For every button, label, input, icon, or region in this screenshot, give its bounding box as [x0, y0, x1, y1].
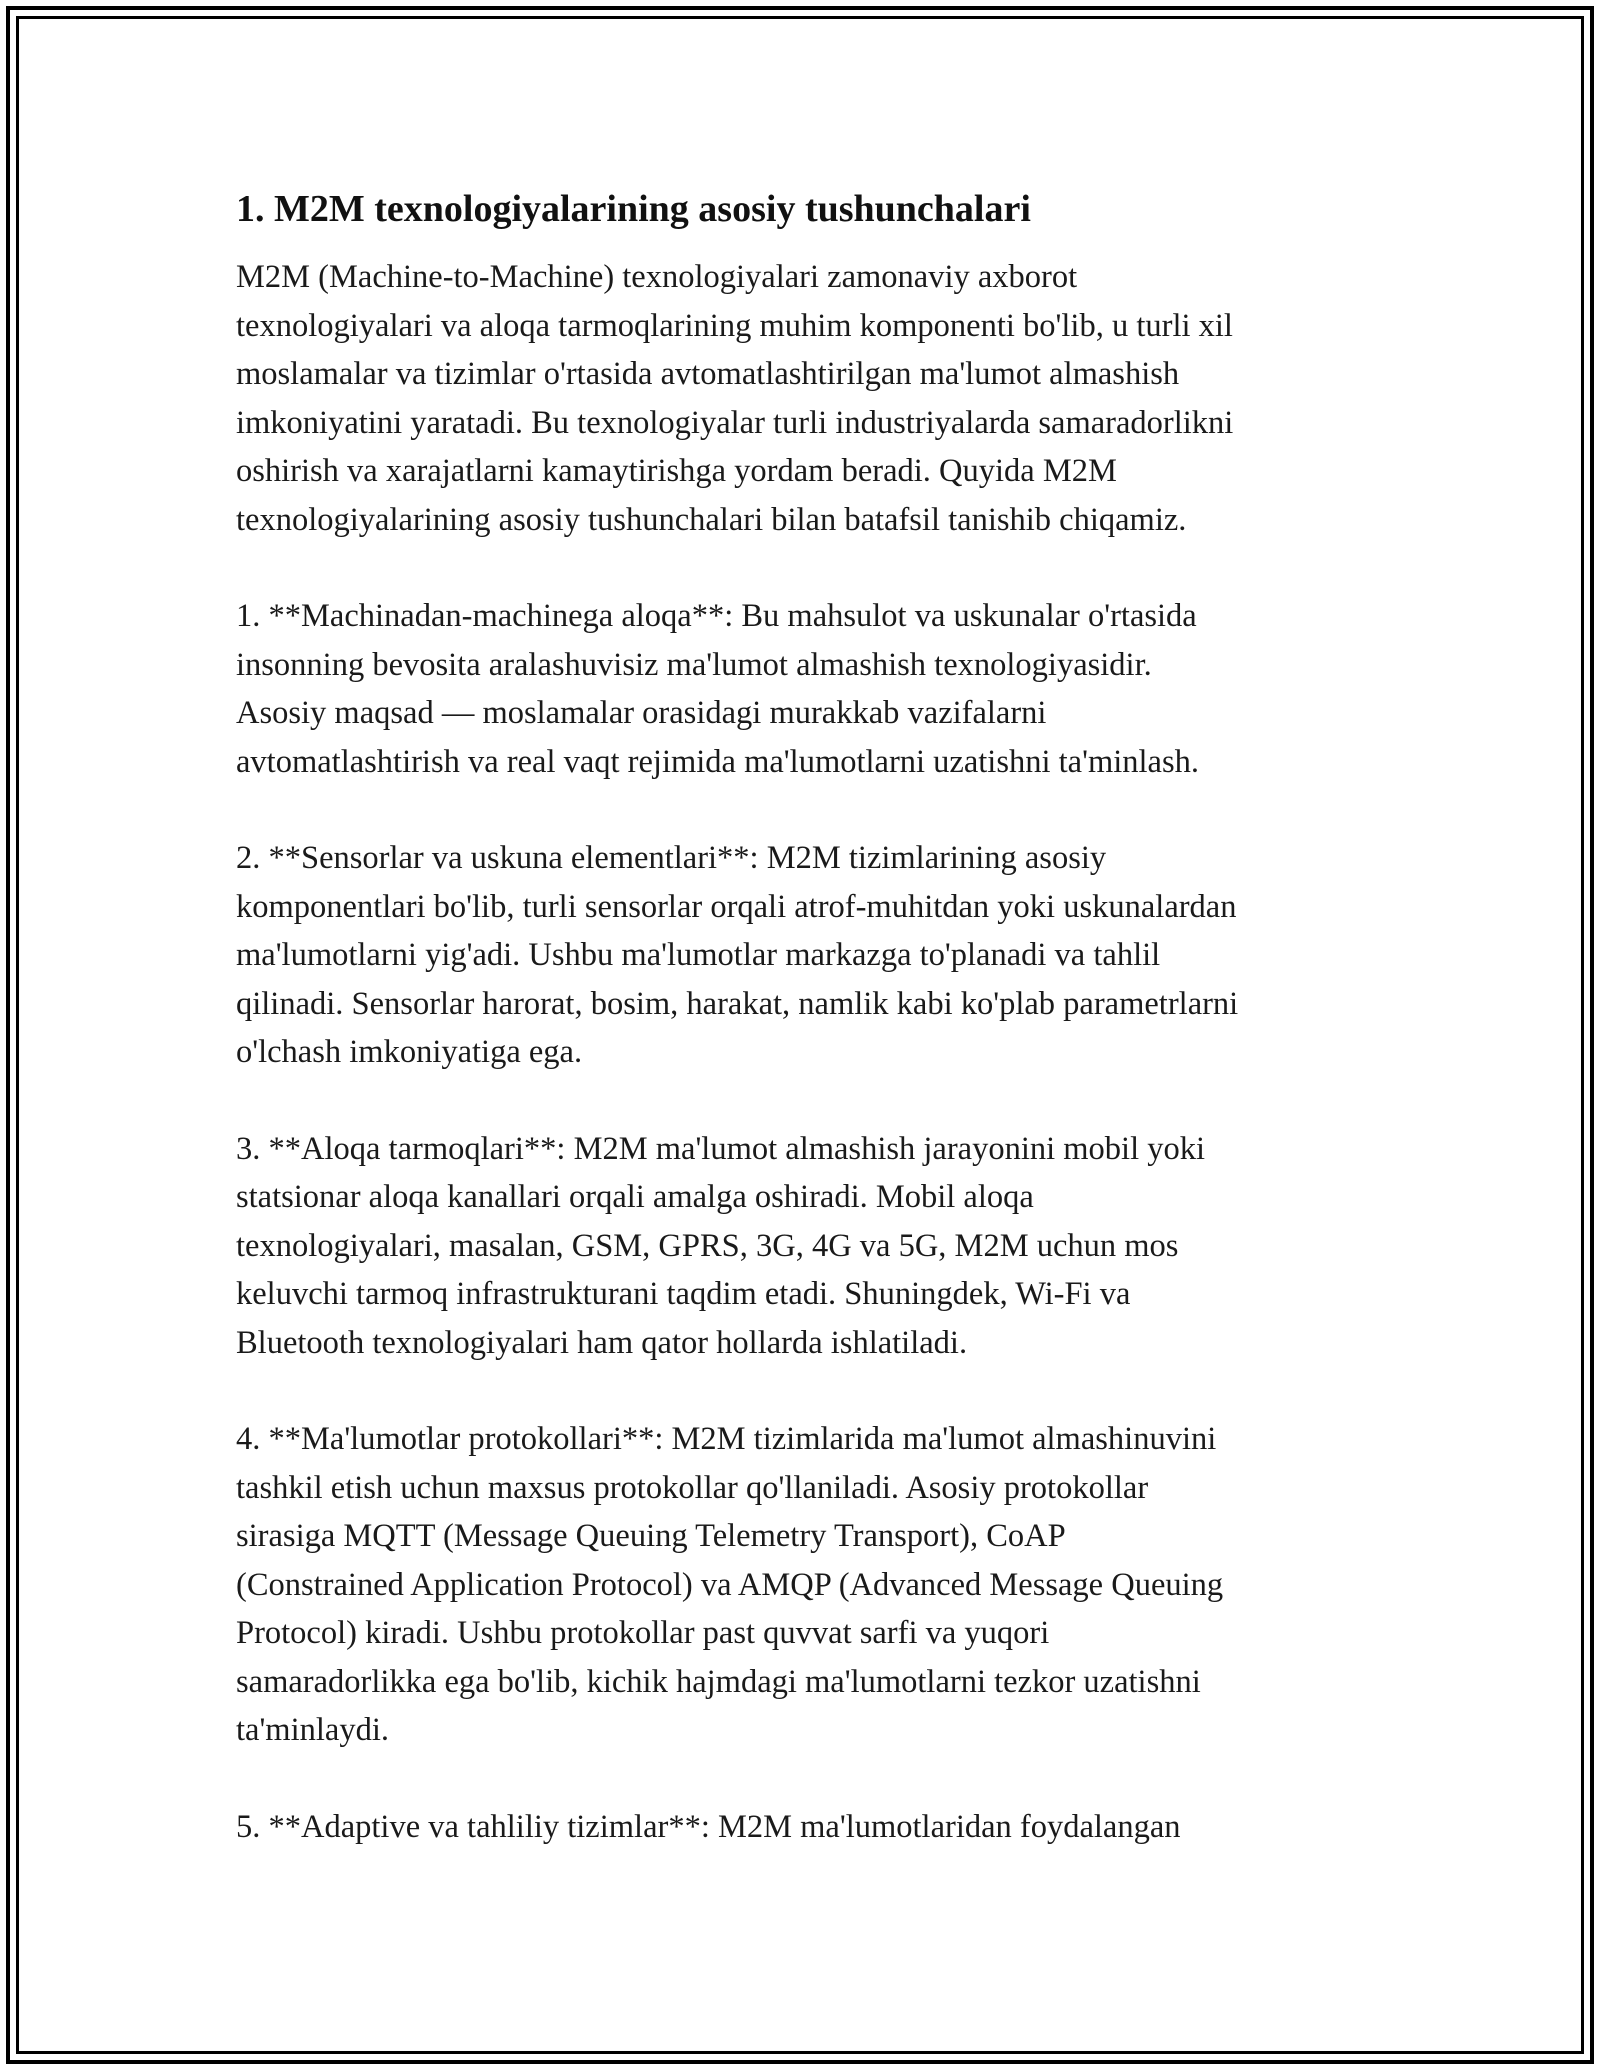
document-body	[236, 185, 1376, 1899]
list-item-adaptive-systems: 5. **Adaptive va tahliliy tizimlar**: M2M ma'lumotlaridan foydalangan	[236, 1808, 1181, 1845]
list-item-sensors: 2. **Sensorlar va uskuna elementlari**: M2M tizimlarining asosiy komponentlari bo'lib, turli sensorlar orqali atrof-muhitdan yoki uskunalardan ma'lumotlarni yig'adi. Ushbu ma'lumotlar markazga to'planadi va tahlil qilinadi. Sensorlar harorat, bosim, harakat, namlik kabi ko'plab parametrlarni o'lchash imkoniyatiga ega.	[236, 840, 1239, 1070]
intro-paragraph: M2M (Machine-to-Machine) texnologiyalari zamonaviy axborot texnologiyalari va aloqa tarmoqlarining muhim komponenti bo'lib, u turli xil moslamalar va tizimlar o'rtasida avtomatlashtirilgan ma'lumot almashish imkoniyatini yaratadi. Bu texnologiyalar turli industriyalarda samaradorlikni oshirish va xarajatlarni kamaytirishga yordam beradi. Quyida M2M texnologiyalarining asosiy tushunchalari bilan batafsil tanishib chiqamiz.	[236, 259, 1234, 538]
section-heading: 1. M2M texnologiyalarining asosiy tushunchalari	[236, 188, 1031, 230]
list-item-networks: 3. **Aloqa tarmoqlari**: M2M ma'lumot almashish jarayonini mobil yoki statsionar aloqa kanallari orqali amalga oshiradi. Mobil aloqa texnologiyalari, masalan, GSM, GPRS, 3G, 4G va 5G, M2M uchun mos keluvchi tarmoq infrastrukturani taqdim etadi. Shuningdek, Wi-Fi va Bluetooth texnologiyalari ham qator hollarda ishlatiladi.	[236, 1130, 1206, 1361]
list-item-machine-to-machine: 1. **Machinadan-machinega aloqa**: Bu mahsulot va uskunalar o'rtasida insonning bevosita aralashuvisiz ma'lumot almashish texnologiyasidir. Asosiy maqsad — moslamalar orasidagi murakkab vazifalarni avtomatlashtirish va real vaqt rejimida ma'lumotlarni uzatishni ta'minlash.	[236, 598, 1199, 780]
list-item-protocols: 4. **Ma'lumotlar protokollari**: M2M tizimlarida ma'lumot almashinuvini tashkil etish uchun maxsus protokollar qo'llaniladi. Asosiy protokollar sirasiga MQTT (Message Queuing Telemetry Transport), CoAP (Constrained Application Protocol) va AMQP (Advanced Message Queuing Protocol) kiradi. Ushbu protokollar past quvvat sarfi va yuqori samaradorlikka ega bo'lib, kichik hajmdagi ma'lumotlarni tezkor uzatishni ta'minlaydi.	[236, 1421, 1224, 1748]
